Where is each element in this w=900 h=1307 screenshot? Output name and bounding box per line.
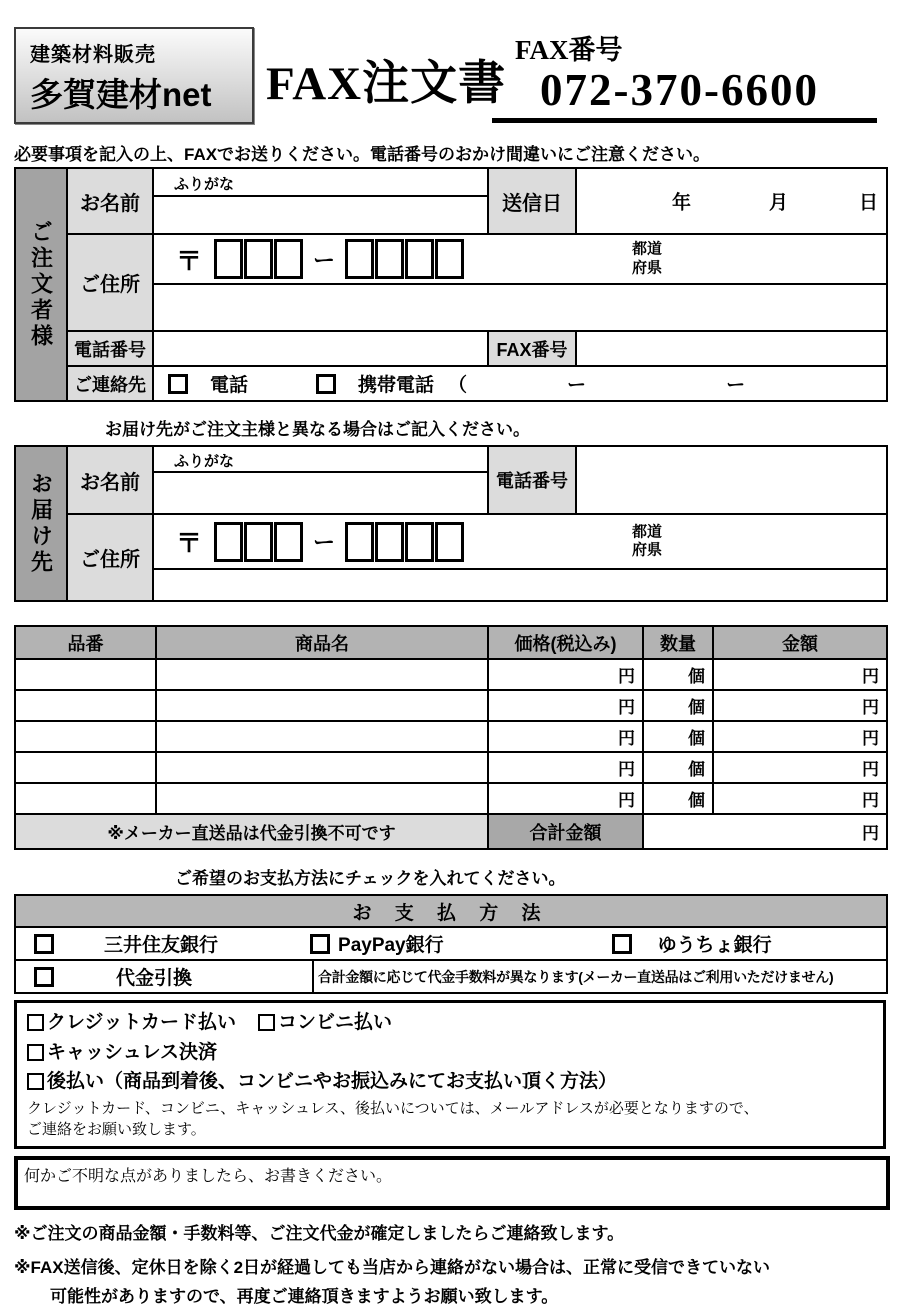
postal-digit-box[interactable] xyxy=(405,239,434,279)
product-row xyxy=(15,690,887,721)
price-field[interactable]: 円 xyxy=(488,721,643,752)
prefecture-label xyxy=(632,240,662,278)
other-payment-options-box xyxy=(14,1000,886,1149)
send-date-label: 送信日 xyxy=(488,168,576,234)
price-field[interactable]: 円 xyxy=(488,783,643,814)
pref-line1: 都道 xyxy=(632,240,663,258)
orderer-name-label: お名前 xyxy=(67,168,153,234)
contact-dash-2: ー xyxy=(726,375,746,396)
company-logo xyxy=(14,27,254,124)
postal-digit-box[interactable] xyxy=(244,239,273,279)
orderer-fax-field[interactable] xyxy=(576,331,887,366)
cod-fee-note: 合計金額に応じて代金手数料が異なります(メーカー直送品はご利用いただけません) xyxy=(313,960,887,993)
payment-note: ご希望のお支払方法にチェックを入れてください。 xyxy=(175,869,566,888)
orderer-phone-field[interactable] xyxy=(153,331,488,366)
orderer-section xyxy=(14,167,888,402)
fax-number-value: 072-370-6600 xyxy=(540,65,819,115)
postal-digit-box[interactable] xyxy=(274,522,303,562)
col-header-amount: 金額 xyxy=(713,626,887,659)
logo-company-name: 多賀建材net xyxy=(30,76,212,113)
credit-card-checkbox[interactable] xyxy=(27,1014,44,1031)
email-required-note xyxy=(27,1099,873,1143)
item-name-field[interactable] xyxy=(156,752,488,783)
delivery-name-label: お名前 xyxy=(67,446,153,514)
postal-digit-box[interactable] xyxy=(435,239,464,279)
prefecture-label xyxy=(632,523,662,561)
item-name-field[interactable] xyxy=(156,659,488,690)
contact-method-row xyxy=(153,366,887,401)
footer-note-3: 可能性がありますので、再度ご連絡頂きますようお願い致します。 xyxy=(50,1287,559,1307)
bank-options-row xyxy=(15,927,887,960)
postal-mark-icon: 〒 xyxy=(176,245,203,276)
total-amount-label: 合計金額 xyxy=(488,814,643,849)
cashless-option: キャッシュレス決済 xyxy=(47,1041,218,1063)
orderer-address-field[interactable] xyxy=(153,284,887,331)
bank-smbc-checkbox[interactable] xyxy=(34,934,54,954)
products-table xyxy=(14,625,888,850)
cashless-checkbox[interactable] xyxy=(27,1044,44,1061)
products-footer-row xyxy=(15,814,887,849)
amount-field[interactable]: 円 xyxy=(713,721,887,752)
cod-option-cell xyxy=(15,960,313,993)
qty-field[interactable]: 個 xyxy=(643,690,713,721)
contact-phone-checkbox[interactable] xyxy=(168,374,188,394)
atobarai-checkbox[interactable] xyxy=(27,1073,44,1090)
delivery-name-field[interactable] xyxy=(153,472,488,514)
delivery-section xyxy=(14,445,888,602)
orderer-name-field[interactable] xyxy=(153,196,488,234)
bank-paypay-label: PayPay銀行 xyxy=(338,935,444,956)
delivery-phone-field[interactable] xyxy=(576,446,887,514)
col-header-item-code: 品番 xyxy=(15,626,156,659)
fax-number-block xyxy=(492,28,877,123)
total-amount-field[interactable]: 円 xyxy=(643,814,887,849)
delivery-section-label: お届け先 xyxy=(15,446,67,601)
item-code-field[interactable] xyxy=(15,659,156,690)
postal-digit-box[interactable] xyxy=(244,522,273,562)
delivery-note: お届け先がご注文主様と異なる場合はご記入ください。 xyxy=(105,420,530,439)
footer-notes xyxy=(14,1219,900,1307)
pref-line2: 府県 xyxy=(632,259,663,276)
postal-digit-box[interactable] xyxy=(375,522,404,562)
logo-tagline: 建築材料販売 xyxy=(30,44,156,66)
delivery-phone-label: 電話番号 xyxy=(488,446,576,514)
postal-digit-box[interactable] xyxy=(375,239,404,279)
payment-method-header: お 支 払 方 法 xyxy=(15,895,887,927)
qty-field[interactable]: 個 xyxy=(643,721,713,752)
item-name-field[interactable] xyxy=(156,690,488,721)
col-header-item-name: 商品名 xyxy=(156,626,488,659)
qty-field[interactable]: 個 xyxy=(643,783,713,814)
bank-yucho-checkbox[interactable] xyxy=(612,934,632,954)
delivery-postal-row xyxy=(153,514,887,569)
amount-field[interactable]: 円 xyxy=(713,690,887,721)
product-row xyxy=(15,783,887,814)
contact-method-label: ご連絡先 xyxy=(67,366,153,401)
postal-digit-box[interactable] xyxy=(214,239,243,279)
payment-option-line xyxy=(27,1068,873,1096)
postal-dash: ー xyxy=(313,530,336,555)
price-field[interactable]: 円 xyxy=(488,690,643,721)
postal-mark-icon: 〒 xyxy=(176,528,203,558)
postal-digit-box[interactable] xyxy=(345,239,374,279)
postal-digit-box[interactable] xyxy=(214,522,243,562)
footer-note-1: ※ご注文の商品金額・手数料等、ご注文代金が確定しましたらご連絡致します。 xyxy=(14,1224,625,1244)
fax-number-label: FAX番号 xyxy=(515,35,623,65)
item-name-field[interactable] xyxy=(156,783,488,814)
send-date-field[interactable] xyxy=(576,168,887,234)
bank-paypay-checkbox[interactable] xyxy=(310,934,330,954)
contact-dash-1: ー xyxy=(567,375,587,396)
postal-digit-box[interactable] xyxy=(405,522,434,562)
postal-digit-box[interactable] xyxy=(435,522,464,562)
credit-card-option: クレジットカード払い xyxy=(47,1012,236,1033)
maker-direct-note: ※メーカー直送品は代金引換不可です xyxy=(15,814,488,849)
product-row xyxy=(15,721,887,752)
product-row xyxy=(15,752,887,783)
conbini-checkbox[interactable] xyxy=(258,1014,275,1031)
pref-line2: 府県 xyxy=(632,541,663,559)
form-header xyxy=(0,0,900,138)
qty-field[interactable]: 個 xyxy=(643,752,713,783)
cod-label: 代金引換 xyxy=(116,968,193,989)
pref-line1: 都道 xyxy=(632,522,663,540)
delivery-address-label: ご住所 xyxy=(67,514,153,601)
orderer-postal-row xyxy=(153,234,887,284)
footer-note-2: ※FAX送信後、定休日を除く2日が経過しても当店から連絡がない場合は、正常に受信できていない xyxy=(14,1258,771,1278)
payment-option-line xyxy=(27,1009,873,1037)
orderer-fax-label: FAX番号 xyxy=(488,331,576,366)
col-header-qty: 数量 xyxy=(643,626,713,659)
item-code-field[interactable] xyxy=(15,690,156,721)
orderer-phone-label: 電話番号 xyxy=(67,331,153,366)
amount-field[interactable]: 円 xyxy=(713,659,887,690)
inquiry-field[interactable] xyxy=(14,1156,890,1210)
unit-year: 年 xyxy=(672,192,692,214)
email-note-line2: ご連絡をお願い致します。 xyxy=(27,1122,206,1139)
page-title: FAX注文書 xyxy=(266,58,507,110)
bank-smbc-label: 三井住友銀行 xyxy=(104,935,219,956)
orderer-address-label: ご住所 xyxy=(67,234,153,331)
payment-option-line xyxy=(27,1039,873,1067)
delivery-furigana-field[interactable]: ふりがな xyxy=(153,446,488,472)
form-instruction: 必要事項を記入の上、FAXでお送りください。電話番号のおかけ間違いにご注意ください。 xyxy=(14,145,711,164)
cod-checkbox[interactable] xyxy=(34,967,54,987)
postal-digit-box[interactable] xyxy=(274,239,303,279)
bank-yucho-label: ゆうちょ銀行 xyxy=(657,935,772,956)
contact-phone-option: 電話 xyxy=(210,375,249,396)
price-field[interactable]: 円 xyxy=(488,752,643,783)
atobarai-option: 後払い（商品到着後、コンビニやお振込みにてお支払い頂く方法） xyxy=(47,1071,618,1093)
delivery-address-field[interactable] xyxy=(153,569,887,601)
email-note-line1: クレジットカード、コンビニ、キャッシュレス、後払いについては、メールアドレスが必要となりますので、 xyxy=(27,1100,759,1117)
inquiry-label: 何かご不明な点がありましたら、お書きください。 xyxy=(24,1168,393,1186)
orderer-section-label: ご注文者様 xyxy=(15,168,67,401)
col-header-price: 価格(税込み) xyxy=(488,626,643,659)
payment-table xyxy=(14,894,888,994)
product-row xyxy=(15,659,887,690)
postal-dash: ー xyxy=(313,247,336,273)
orderer-furigana-field[interactable]: ふりがな xyxy=(153,168,488,196)
contact-mobile-option: 携帯電話 xyxy=(358,375,435,396)
postal-digit-box[interactable] xyxy=(345,522,374,562)
contact-paren: （ xyxy=(448,375,468,396)
contact-mobile-checkbox[interactable] xyxy=(316,374,336,394)
price-field[interactable]: 円 xyxy=(488,659,643,690)
conbini-option: コンビニ払い xyxy=(277,1012,392,1033)
item-code-field[interactable] xyxy=(15,752,156,783)
item-name-field[interactable] xyxy=(156,721,488,752)
unit-month: 月 xyxy=(769,192,789,214)
item-code-field[interactable] xyxy=(15,721,156,752)
qty-field[interactable]: 個 xyxy=(643,659,713,690)
unit-day: 日 xyxy=(858,192,878,214)
amount-field[interactable]: 円 xyxy=(713,783,887,814)
item-code-field[interactable] xyxy=(15,783,156,814)
amount-field[interactable]: 円 xyxy=(713,752,887,783)
